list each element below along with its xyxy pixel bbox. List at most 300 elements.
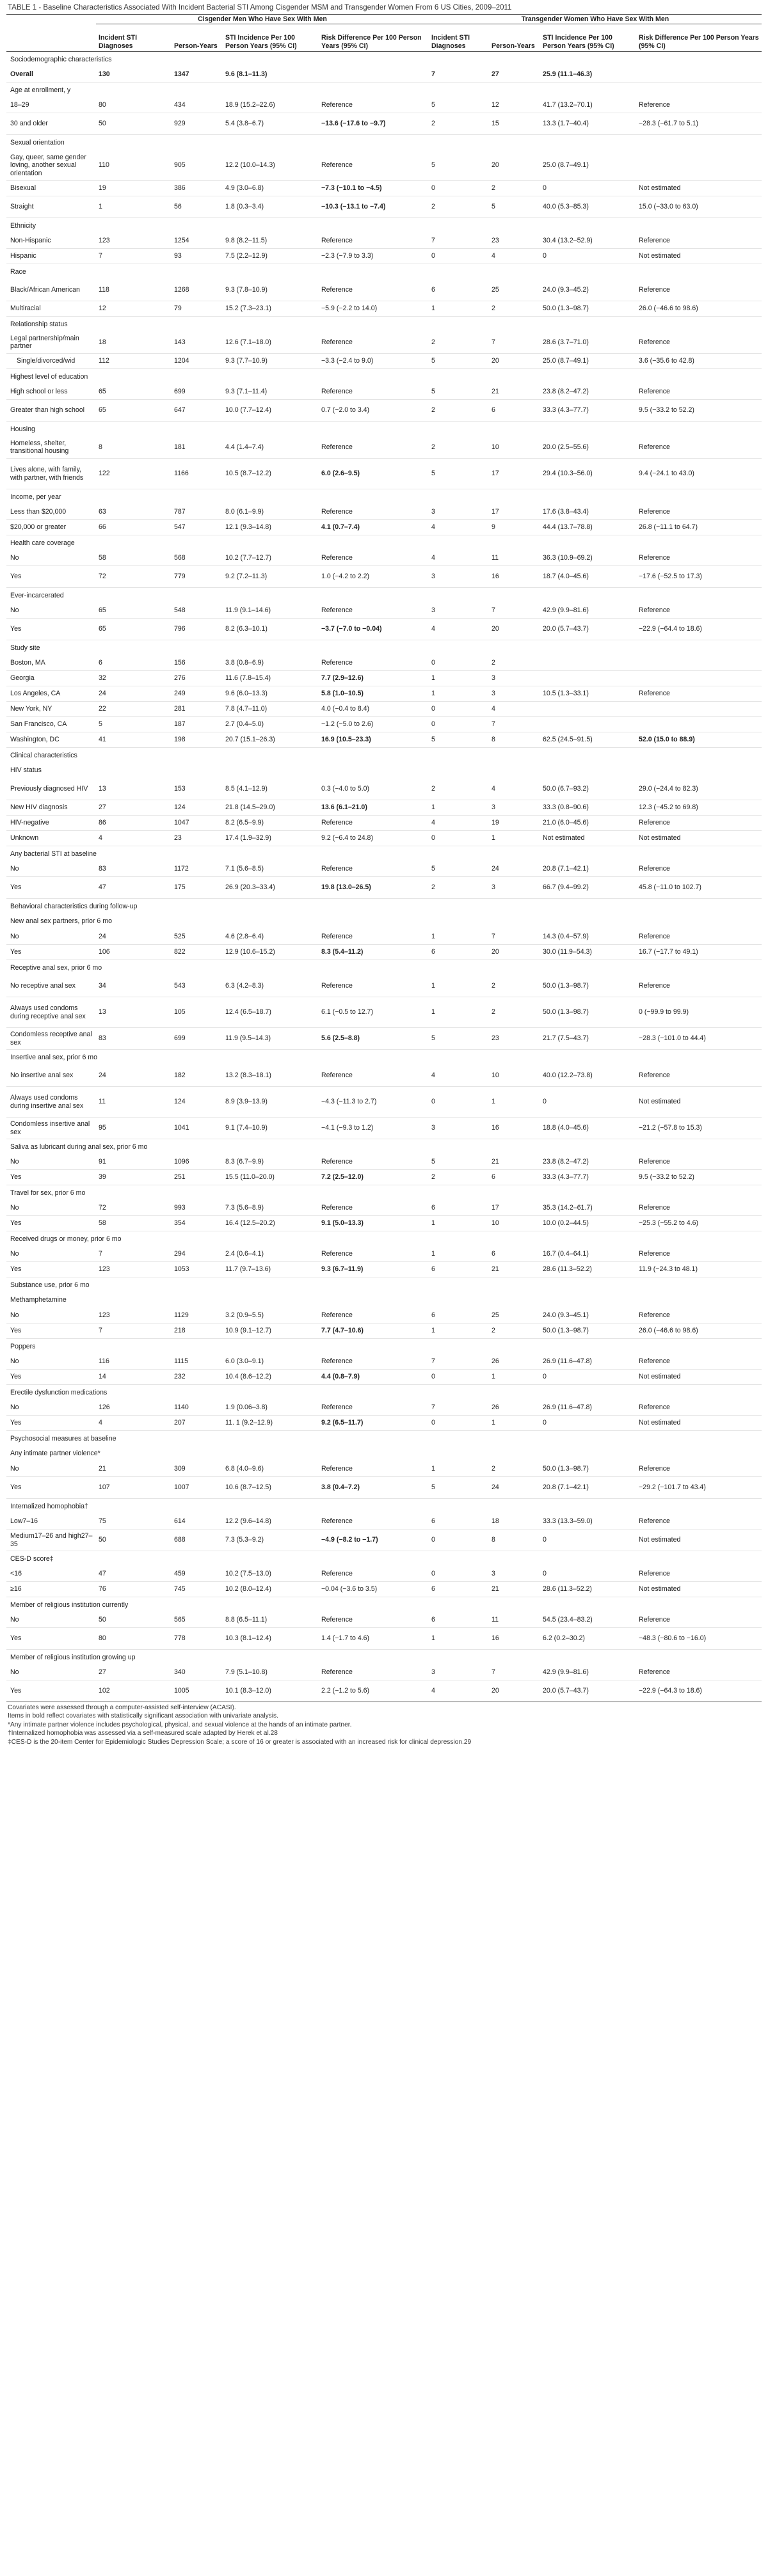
cell-cis-person-years: 822 bbox=[172, 945, 223, 960]
cell-cis-risk-difference: Reference bbox=[319, 1665, 429, 1680]
cell-trans-person-years: 10 bbox=[489, 437, 540, 459]
col-header-cis-risk-difference: Risk Difference Per 100 Person Years (95% CI) bbox=[319, 24, 429, 52]
cell-cis-diagnoses: 126 bbox=[96, 1400, 172, 1416]
cell-cis-incidence: 8.3 (6.7–9.9) bbox=[223, 1155, 319, 1170]
section-label: Received drugs or money, prior 6 mo bbox=[10, 1235, 122, 1243]
cell-trans-person-years: 2 bbox=[489, 1324, 540, 1339]
cell-cis-diagnoses: 106 bbox=[96, 945, 172, 960]
cell-cis-incidence: 15.2 (7.3–23.1) bbox=[223, 301, 319, 317]
cell-cis-person-years: 1115 bbox=[172, 1354, 223, 1370]
cell-cis-risk-difference: Reference bbox=[319, 816, 429, 831]
cell-cis-diagnoses: 39 bbox=[96, 1170, 172, 1185]
row-label: No bbox=[6, 1247, 96, 1262]
cell-trans-diagnoses: 2 bbox=[429, 196, 489, 218]
cell-cis-risk-difference: Reference bbox=[319, 280, 429, 301]
cell-trans-diagnoses: 5 bbox=[429, 862, 489, 877]
table-row bbox=[6, 1416, 762, 1431]
cell-cis-risk-difference: 0.7 (−2.0 to 3.4) bbox=[319, 400, 429, 422]
cell-cis-diagnoses: 50 bbox=[96, 113, 172, 135]
cell-cis-person-years: 281 bbox=[172, 702, 223, 717]
cell-trans-risk-difference: −28.3 (−61.7 to 5.1) bbox=[636, 113, 762, 135]
row-label: No bbox=[6, 1201, 96, 1216]
table-row bbox=[6, 945, 762, 960]
row-label: Black/African American bbox=[6, 280, 96, 301]
cell-cis-risk-difference: 0.3 (−4.0 to 5.0) bbox=[319, 778, 429, 800]
cell-cis-incidence: 3.8 (0.8–6.9) bbox=[223, 656, 319, 671]
cell-trans-person-years: 20 bbox=[489, 150, 540, 181]
cell-trans-incidence: 21.7 (7.5–43.7) bbox=[540, 1028, 636, 1050]
cell-trans-person-years: 20 bbox=[489, 1680, 540, 1702]
row-label: No bbox=[6, 1308, 96, 1324]
cell-trans-risk-difference: 12.3 (−45.2 to 69.8) bbox=[636, 800, 762, 816]
cell-cis-person-years: 929 bbox=[172, 113, 223, 135]
table-row bbox=[6, 702, 762, 717]
cell-trans-diagnoses: 5 bbox=[429, 459, 489, 489]
table-row bbox=[6, 1087, 762, 1118]
section-header-row bbox=[6, 899, 762, 914]
cell-cis-risk-difference: Reference bbox=[319, 1400, 429, 1416]
col-header-trans-risk-difference: Risk Difference Per 100 Person Years (95% CI) bbox=[636, 24, 762, 52]
cell-trans-person-years: 5 bbox=[489, 196, 540, 218]
cell-cis-diagnoses: 47 bbox=[96, 1567, 172, 1582]
cell-cis-incidence: 7.1 (5.6–8.5) bbox=[223, 862, 319, 877]
row-label: Always used condoms during receptive anal sex bbox=[6, 997, 96, 1028]
cell-cis-incidence: 10.2 (8.0–12.4) bbox=[223, 1582, 319, 1597]
row-label: ≥16 bbox=[6, 1582, 96, 1597]
cell-cis-risk-difference: 4.1 (0.7–7.4) bbox=[319, 520, 429, 535]
row-label: Gay, queer, same gender loving, another sexual orientation bbox=[6, 150, 96, 181]
section-header-row bbox=[6, 1551, 762, 1567]
cell-cis-diagnoses: 91 bbox=[96, 1155, 172, 1170]
cell-cis-risk-difference: 16.9 (10.5–23.3) bbox=[319, 732, 429, 748]
cell-cis-incidence: 9.1 (7.4–10.9) bbox=[223, 1118, 319, 1139]
cell-trans-person-years: 1 bbox=[489, 1087, 540, 1118]
cell-cis-person-years: 105 bbox=[172, 997, 223, 1028]
section-header-row bbox=[6, 1277, 762, 1293]
cell-cis-person-years: 993 bbox=[172, 1201, 223, 1216]
cell-cis-risk-difference: 6.1 (−0.5 to 12.7) bbox=[319, 997, 429, 1028]
cell-trans-incidence: 26.9 (11.6–47.8) bbox=[540, 1400, 636, 1416]
row-label: $20,000 or greater bbox=[6, 520, 96, 535]
cell-cis-person-years: 745 bbox=[172, 1582, 223, 1597]
cell-cis-incidence: 26.9 (20.3–33.4) bbox=[223, 877, 319, 899]
cell-trans-person-years: 7 bbox=[489, 332, 540, 354]
cell-trans-risk-difference: Reference bbox=[636, 1567, 762, 1582]
row-label: New HIV diagnosis bbox=[6, 800, 96, 816]
cell-cis-incidence: 6.0 (3.0–9.1) bbox=[223, 1354, 319, 1370]
footnote: Covariates were assessed through a computer-assisted self-interview (ACASI). bbox=[8, 1704, 236, 1711]
section-header-row bbox=[6, 1597, 762, 1613]
cell-cis-diagnoses: 112 bbox=[96, 354, 172, 369]
cell-trans-person-years: 10 bbox=[489, 1216, 540, 1231]
section-header-row bbox=[6, 763, 762, 778]
cell-cis-person-years: 124 bbox=[172, 1087, 223, 1118]
table-row bbox=[6, 1247, 762, 1262]
cell-cis-risk-difference: 5.8 (1.0–10.5) bbox=[319, 686, 429, 702]
row-label: No bbox=[6, 1155, 96, 1170]
cell-trans-incidence: 20.8 (7.1–42.1) bbox=[540, 862, 636, 877]
cell-trans-risk-difference: Not estimated bbox=[636, 1582, 762, 1597]
cell-trans-diagnoses: 5 bbox=[429, 150, 489, 181]
section-label: Ethnicity bbox=[10, 221, 36, 230]
cell-trans-risk-difference: Not estimated bbox=[636, 249, 762, 264]
cell-cis-person-years: 182 bbox=[172, 1065, 223, 1087]
cell-cis-person-years: 276 bbox=[172, 671, 223, 686]
row-label: Condomless insertive anal sex bbox=[6, 1118, 96, 1139]
cell-trans-incidence: 50.0 (1.3–98.7) bbox=[540, 1324, 636, 1339]
cell-trans-person-years: 10 bbox=[489, 1065, 540, 1087]
cell-trans-person-years: 12 bbox=[489, 98, 540, 113]
row-label: Legal partnership/main partner bbox=[6, 332, 96, 354]
cell-trans-diagnoses: 2 bbox=[429, 778, 489, 800]
cell-trans-diagnoses: 0 bbox=[429, 181, 489, 196]
cell-trans-diagnoses: 5 bbox=[429, 1477, 489, 1499]
cell-cis-diagnoses: 122 bbox=[96, 459, 172, 489]
cell-trans-diagnoses: 7 bbox=[429, 67, 489, 83]
row-label: 30 and older bbox=[6, 113, 96, 135]
cell-cis-incidence: 7.8 (4.7–11.0) bbox=[223, 702, 319, 717]
cell-trans-diagnoses: 0 bbox=[429, 656, 489, 671]
table-row bbox=[6, 384, 762, 400]
section-header-row bbox=[6, 1446, 762, 1462]
cell-cis-diagnoses: 5 bbox=[96, 717, 172, 732]
section-label: Insertive anal sex, prior 6 mo bbox=[10, 1053, 98, 1061]
cell-cis-person-years: 386 bbox=[172, 181, 223, 196]
cell-trans-person-years: 25 bbox=[489, 1308, 540, 1324]
section-header-row bbox=[6, 369, 762, 384]
cell-cis-risk-difference: 9.3 (6.7–11.9) bbox=[319, 1262, 429, 1277]
cell-cis-person-years: 207 bbox=[172, 1416, 223, 1431]
cell-cis-risk-difference: 7.2 (2.5–12.0) bbox=[319, 1170, 429, 1185]
cell-cis-person-years: 547 bbox=[172, 520, 223, 535]
row-label: Yes bbox=[6, 877, 96, 899]
cell-trans-incidence: 28.6 (11.3–52.2) bbox=[540, 1582, 636, 1597]
table-row bbox=[6, 1354, 762, 1370]
cell-trans-risk-difference: Reference bbox=[636, 1613, 762, 1628]
cell-cis-risk-difference: Reference bbox=[319, 929, 429, 945]
cell-cis-person-years: 1172 bbox=[172, 862, 223, 877]
row-label: Yes bbox=[6, 1477, 96, 1499]
cell-cis-person-years: 699 bbox=[172, 384, 223, 400]
cell-trans-person-years: 23 bbox=[489, 233, 540, 249]
cell-cis-person-years: 56 bbox=[172, 196, 223, 218]
cell-cis-person-years: 614 bbox=[172, 1514, 223, 1529]
section-header-row bbox=[6, 535, 762, 551]
cell-trans-risk-difference: Reference bbox=[636, 437, 762, 459]
cell-cis-risk-difference: −1.2 (−5.0 to 2.6) bbox=[319, 717, 429, 732]
cell-trans-incidence: 10.0 (0.2–44.5) bbox=[540, 1216, 636, 1231]
cell-trans-diagnoses: 0 bbox=[429, 831, 489, 846]
table-row bbox=[6, 505, 762, 520]
cell-trans-diagnoses: 5 bbox=[429, 98, 489, 113]
cell-trans-person-years: 16 bbox=[489, 1118, 540, 1139]
table-row bbox=[6, 113, 762, 135]
cell-trans-incidence: 33.3 (13.3–59.0) bbox=[540, 1514, 636, 1529]
cell-cis-risk-difference: Reference bbox=[319, 384, 429, 400]
cell-trans-diagnoses: 7 bbox=[429, 1400, 489, 1416]
cell-trans-incidence: 50.0 (1.3–98.7) bbox=[540, 301, 636, 317]
row-label: Always used condoms during insertive anal sex bbox=[6, 1087, 96, 1118]
cell-cis-diagnoses: 24 bbox=[96, 686, 172, 702]
cell-trans-risk-difference: Reference bbox=[636, 233, 762, 249]
cell-cis-incidence: 17.4 (1.9–32.9) bbox=[223, 831, 319, 846]
table-title: TABLE 1 - Baseline Characteristics Associated With Incident Bacterial STI Among Cisgender MSM and Transgender Women From 6 US Cities, 2009–2011 bbox=[8, 4, 512, 12]
cell-trans-incidence: 42.9 (9.9–81.6) bbox=[540, 1665, 636, 1680]
cell-cis-incidence: 10.5 (8.7–12.2) bbox=[223, 459, 319, 489]
table-row bbox=[6, 400, 762, 422]
cell-cis-incidence: 1.9 (0.06–3.8) bbox=[223, 1400, 319, 1416]
cell-trans-person-years: 4 bbox=[489, 702, 540, 717]
section-label: Study site bbox=[10, 644, 40, 652]
cell-cis-incidence: 18.9 (15.2–22.6) bbox=[223, 98, 319, 113]
section-label: Poppers bbox=[10, 1342, 36, 1350]
cell-cis-diagnoses: 24 bbox=[96, 929, 172, 945]
cell-cis-diagnoses: 65 bbox=[96, 400, 172, 422]
cell-trans-person-years: 19 bbox=[489, 816, 540, 831]
cell-trans-incidence: 41.7 (13.2–70.1) bbox=[540, 98, 636, 113]
cell-cis-risk-difference: 7.7 (2.9–12.6) bbox=[319, 671, 429, 686]
cell-cis-diagnoses: 116 bbox=[96, 1354, 172, 1370]
table-row bbox=[6, 976, 762, 997]
row-label: New York, NY bbox=[6, 702, 96, 717]
cell-cis-incidence: 12.2 (9.6–14.8) bbox=[223, 1514, 319, 1529]
cell-cis-diagnoses: 86 bbox=[96, 816, 172, 831]
row-label: Less than $20,000 bbox=[6, 505, 96, 520]
table-row bbox=[6, 566, 762, 588]
cell-cis-incidence: 7.5 (2.2–12.9) bbox=[223, 249, 319, 264]
cell-cis-diagnoses: 58 bbox=[96, 551, 172, 566]
row-label: High school or less bbox=[6, 384, 96, 400]
section-header-row bbox=[6, 1050, 762, 1065]
cell-cis-incidence: 2.4 (0.6–4.1) bbox=[223, 1247, 319, 1262]
cell-cis-risk-difference: −3.7 (−7.0 to −0.04) bbox=[319, 619, 429, 640]
cell-trans-diagnoses: 1 bbox=[429, 301, 489, 317]
table-row bbox=[6, 1477, 762, 1499]
row-label: Hispanic bbox=[6, 249, 96, 264]
cell-trans-diagnoses: 1 bbox=[429, 1324, 489, 1339]
cell-trans-diagnoses: 1 bbox=[429, 976, 489, 997]
table-row bbox=[6, 1582, 762, 1597]
cell-trans-risk-difference: Not estimated bbox=[636, 831, 762, 846]
section-label: Income, per year bbox=[10, 493, 61, 501]
cell-trans-diagnoses: 0 bbox=[429, 1567, 489, 1582]
cell-trans-risk-difference: 0 (−99.9 to 99.9) bbox=[636, 997, 762, 1028]
cell-trans-person-years: 23 bbox=[489, 1028, 540, 1050]
cell-cis-incidence: 10.2 (7.5–13.0) bbox=[223, 1567, 319, 1582]
cell-cis-risk-difference: Reference bbox=[319, 1308, 429, 1324]
cell-cis-person-years: 905 bbox=[172, 150, 223, 181]
table-row bbox=[6, 1065, 762, 1087]
cell-cis-risk-difference: 13.6 (6.1–21.0) bbox=[319, 800, 429, 816]
cell-trans-incidence: 10.5 (1.3–33.1) bbox=[540, 686, 636, 702]
cell-trans-incidence: 66.7 (9.4–99.2) bbox=[540, 877, 636, 899]
section-header-row bbox=[6, 218, 762, 233]
cell-cis-person-years: 568 bbox=[172, 551, 223, 566]
section-header-row bbox=[6, 748, 762, 763]
cell-cis-person-years: 1204 bbox=[172, 354, 223, 369]
cell-cis-risk-difference: 9.1 (5.0–13.3) bbox=[319, 1216, 429, 1231]
row-label: San Francisco, CA bbox=[6, 717, 96, 732]
cell-trans-person-years: 2 bbox=[489, 976, 540, 997]
cell-cis-person-years: 294 bbox=[172, 1247, 223, 1262]
table-row bbox=[6, 1170, 762, 1185]
cell-trans-incidence: 33.3 (0.8–90.6) bbox=[540, 800, 636, 816]
cell-trans-diagnoses: 1 bbox=[429, 1216, 489, 1231]
cell-trans-risk-difference: 29.0 (−24.4 to 82.3) bbox=[636, 778, 762, 800]
table-row bbox=[6, 1118, 762, 1139]
cell-trans-person-years: 26 bbox=[489, 1400, 540, 1416]
cell-cis-person-years: 23 bbox=[172, 831, 223, 846]
cell-cis-risk-difference: −4.1 (−9.3 to 1.2) bbox=[319, 1118, 429, 1139]
cell-cis-person-years: 143 bbox=[172, 332, 223, 354]
cell-trans-risk-difference bbox=[636, 656, 762, 671]
cell-trans-person-years: 7 bbox=[489, 929, 540, 945]
cell-trans-incidence: Not estimated bbox=[540, 831, 636, 846]
cell-cis-incidence: 12.9 (10.6–15.2) bbox=[223, 945, 319, 960]
cell-trans-incidence: 13.3 (1.7–40.4) bbox=[540, 113, 636, 135]
cell-trans-diagnoses: 1 bbox=[429, 1247, 489, 1262]
cell-trans-person-years: 20 bbox=[489, 354, 540, 369]
table-row bbox=[6, 1262, 762, 1277]
cell-cis-risk-difference: Reference bbox=[319, 150, 429, 181]
table-row bbox=[6, 196, 762, 218]
cell-cis-diagnoses: 65 bbox=[96, 384, 172, 400]
cell-trans-risk-difference: Reference bbox=[636, 1462, 762, 1477]
cell-trans-risk-difference: Reference bbox=[636, 280, 762, 301]
section-header-row bbox=[6, 1139, 762, 1155]
cell-cis-diagnoses: 7 bbox=[96, 1324, 172, 1339]
cell-trans-incidence: 44.4 (13.7–78.8) bbox=[540, 520, 636, 535]
row-label: Yes bbox=[6, 1324, 96, 1339]
cell-trans-person-years: 24 bbox=[489, 1477, 540, 1499]
cell-cis-risk-difference: 9.2 (−6.4 to 24.8) bbox=[319, 831, 429, 846]
cell-trans-risk-difference: 26.8 (−11.1 to 64.7) bbox=[636, 520, 762, 535]
section-header-row bbox=[6, 588, 762, 603]
cell-trans-person-years: 6 bbox=[489, 1247, 540, 1262]
cell-trans-incidence: 0 bbox=[540, 1567, 636, 1582]
cell-cis-person-years: 175 bbox=[172, 877, 223, 899]
cell-trans-person-years: 20 bbox=[489, 619, 540, 640]
section-header-row bbox=[6, 422, 762, 437]
cell-trans-incidence: 54.5 (23.4–83.2) bbox=[540, 1613, 636, 1628]
table-row bbox=[6, 1370, 762, 1385]
table-row bbox=[6, 459, 762, 489]
cell-trans-risk-difference: Reference bbox=[636, 551, 762, 566]
table-row bbox=[6, 520, 762, 535]
cell-cis-diagnoses: 12 bbox=[96, 301, 172, 317]
table-row bbox=[6, 686, 762, 702]
cell-trans-risk-difference: 52.0 (15.0 to 88.9) bbox=[636, 732, 762, 748]
cell-trans-incidence: 0 bbox=[540, 1529, 636, 1551]
cell-cis-incidence: 20.7 (15.1–26.3) bbox=[223, 732, 319, 748]
cell-cis-diagnoses: 50 bbox=[96, 1613, 172, 1628]
cell-cis-incidence: 10.2 (7.7–12.7) bbox=[223, 551, 319, 566]
cell-cis-incidence: 11.6 (7.8–15.4) bbox=[223, 671, 319, 686]
cell-trans-incidence bbox=[540, 717, 636, 732]
cell-cis-risk-difference: −7.3 (−10.1 to −4.5) bbox=[319, 181, 429, 196]
cell-trans-risk-difference bbox=[636, 150, 762, 181]
cell-cis-incidence: 7.3 (5.3–9.2) bbox=[223, 1529, 319, 1551]
section-header-row bbox=[6, 52, 762, 67]
row-label: Multiracial bbox=[6, 301, 96, 317]
cell-cis-person-years: 1047 bbox=[172, 816, 223, 831]
cell-trans-risk-difference: Reference bbox=[636, 332, 762, 354]
cell-trans-risk-difference: Reference bbox=[636, 1514, 762, 1529]
cell-trans-risk-difference: −48.3 (−80.6 to −16.0) bbox=[636, 1628, 762, 1650]
cell-trans-diagnoses: 6 bbox=[429, 1613, 489, 1628]
cell-trans-diagnoses: 4 bbox=[429, 619, 489, 640]
footnote: *Any intimate partner violence includes psychological, physical, and sexual violence at the hands of an intimate partner. bbox=[8, 1721, 352, 1728]
row-label: Yes bbox=[6, 1216, 96, 1231]
cell-trans-person-years: 3 bbox=[489, 877, 540, 899]
row-label: No bbox=[6, 551, 96, 566]
cell-cis-person-years: 699 bbox=[172, 1028, 223, 1050]
section-label: Behavioral characteristics during follow-up bbox=[10, 902, 138, 910]
cell-trans-risk-difference: 45.8 (−11.0 to 102.7) bbox=[636, 877, 762, 899]
cell-trans-diagnoses: 3 bbox=[429, 505, 489, 520]
cell-trans-diagnoses: 1 bbox=[429, 997, 489, 1028]
cell-cis-diagnoses: 118 bbox=[96, 280, 172, 301]
cell-trans-person-years: 16 bbox=[489, 566, 540, 588]
cell-trans-diagnoses: 5 bbox=[429, 732, 489, 748]
header-blank bbox=[6, 15, 96, 24]
table-row bbox=[6, 332, 762, 354]
cell-cis-risk-difference: Reference bbox=[319, 656, 429, 671]
cell-cis-risk-difference: Reference bbox=[319, 976, 429, 997]
section-header-row bbox=[6, 1185, 762, 1201]
cell-trans-diagnoses: 2 bbox=[429, 437, 489, 459]
cell-trans-incidence: 25.0 (8.7–49.1) bbox=[540, 150, 636, 181]
cell-cis-diagnoses: 130 bbox=[96, 67, 172, 83]
cell-cis-person-years: 309 bbox=[172, 1462, 223, 1477]
cell-trans-person-years: 2 bbox=[489, 301, 540, 317]
cell-cis-risk-difference: Reference bbox=[319, 603, 429, 619]
cell-cis-person-years: 251 bbox=[172, 1170, 223, 1185]
row-label: Boston, MA bbox=[6, 656, 96, 671]
cell-trans-person-years: 18 bbox=[489, 1514, 540, 1529]
cell-trans-person-years: 20 bbox=[489, 945, 540, 960]
cell-cis-diagnoses: 95 bbox=[96, 1118, 172, 1139]
cell-cis-risk-difference: Reference bbox=[319, 1567, 429, 1582]
cell-trans-person-years: 15 bbox=[489, 113, 540, 135]
cell-cis-incidence: 8.9 (3.9–13.9) bbox=[223, 1087, 319, 1118]
cell-trans-diagnoses: 6 bbox=[429, 1582, 489, 1597]
cell-trans-person-years: 4 bbox=[489, 249, 540, 264]
cell-trans-risk-difference: −28.3 (−101.0 to 44.4) bbox=[636, 1028, 762, 1050]
header-group-row bbox=[6, 15, 762, 24]
cell-cis-diagnoses: 19 bbox=[96, 181, 172, 196]
col-header-cis-incidence: STI Incidence Per 100 Person Years (95% CI) bbox=[223, 24, 319, 52]
section-label: Travel for sex, prior 6 mo bbox=[10, 1189, 86, 1197]
row-label: Greater than high school bbox=[6, 400, 96, 422]
table-row bbox=[6, 67, 762, 83]
cell-trans-diagnoses: 0 bbox=[429, 249, 489, 264]
cell-cis-person-years: 459 bbox=[172, 1567, 223, 1582]
cell-trans-incidence: 28.6 (3.7–71.0) bbox=[540, 332, 636, 354]
section-header-row bbox=[6, 1499, 762, 1514]
row-label: Yes bbox=[6, 1262, 96, 1277]
cell-cis-person-years: 187 bbox=[172, 717, 223, 732]
cell-cis-incidence: 13.2 (8.3–18.1) bbox=[223, 1065, 319, 1087]
table-row bbox=[6, 1201, 762, 1216]
cell-trans-incidence: 30.4 (13.2–52.9) bbox=[540, 233, 636, 249]
cell-trans-incidence: 50.0 (1.3–98.7) bbox=[540, 976, 636, 997]
header-group-trans: Transgender Women Who Have Sex With Men bbox=[429, 15, 762, 24]
cell-trans-incidence: 26.9 (11.6–47.8) bbox=[540, 1354, 636, 1370]
cell-trans-risk-difference: −22.9 (−64.3 to 18.6) bbox=[636, 1680, 762, 1702]
cell-trans-incidence: 17.6 (3.8–43.4) bbox=[540, 505, 636, 520]
cell-trans-person-years: 6 bbox=[489, 400, 540, 422]
